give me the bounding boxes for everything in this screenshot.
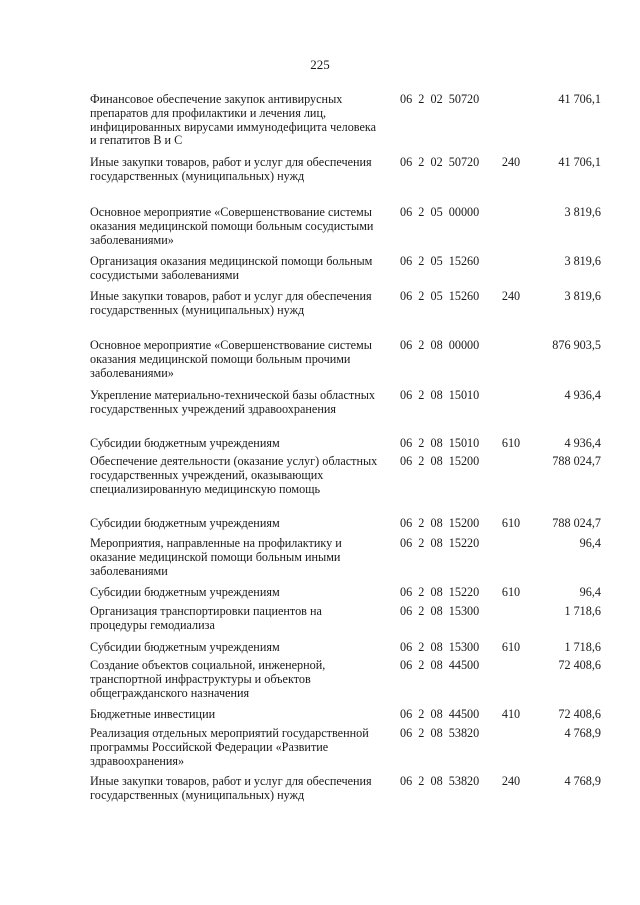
row-expense-type: 240	[501, 289, 521, 303]
row-amount: 3 819,6	[564, 254, 601, 268]
row-code: 06 2 08 15200	[400, 516, 480, 530]
row-code: 06 2 08 44500	[400, 707, 480, 721]
row-amount: 96,4	[579, 585, 601, 599]
row-amount: 4 768,9	[564, 774, 601, 788]
row-code: 06 2 08 15200	[400, 454, 480, 468]
row-code: 06 2 02 50720	[400, 92, 480, 106]
row-amount: 96,4	[579, 536, 601, 550]
row-description: Обеспечение деятельности (оказание услуг) областных государственных учреждений, оказывающих специализированную медицинскую помощь	[90, 454, 378, 496]
row-amount: 1 718,6	[564, 604, 601, 618]
row-code: 06 2 08 53820	[400, 726, 480, 740]
row-code: 06 2 05 15260	[400, 289, 480, 303]
row-code: 06 2 08 15300	[400, 640, 480, 654]
row-description: Субсидии бюджетным учреждениям	[90, 640, 280, 654]
row-description: Иные закупки товаров, работ и услуг для обеспечения государственных (муниципальных) нужд	[90, 774, 372, 802]
row-description: Финансовое обеспечение закупок антивирусных препаратов для профилактики и лечения лиц, инфицированных вирусами иммунодефицита человека и гепатитов B и C	[90, 92, 377, 148]
row-amount: 876 903,5	[552, 338, 601, 352]
row-amount: 72 408,6	[558, 707, 601, 721]
row-code: 06 2 08 15300	[400, 604, 480, 618]
row-code: 06 2 05 00000	[400, 205, 480, 219]
row-description: Бюджетные инвестиции	[90, 707, 216, 721]
row-code: 06 2 08 15220	[400, 536, 480, 550]
row-expense-type: 610	[501, 436, 521, 450]
row-amount: 788 024,7	[552, 516, 601, 530]
row-amount: 4 768,9	[564, 726, 601, 740]
row-code: 06 2 08 00000	[400, 338, 480, 352]
row-amount: 72 408,6	[558, 658, 601, 672]
row-code: 06 2 02 50720	[400, 155, 480, 169]
row-amount: 3 819,6	[564, 205, 601, 219]
page-number: 225	[310, 57, 330, 72]
row-code: 06 2 05 15260	[400, 254, 480, 268]
row-amount: 1 718,6	[564, 640, 601, 654]
row-amount: 3 819,6	[564, 289, 601, 303]
row-description: Реализация отдельных мероприятий государственной программы Российской Федерации «Развитие здравоохранения»	[90, 726, 369, 768]
row-expense-type: 240	[501, 774, 521, 788]
row-code: 06 2 08 15010	[400, 388, 480, 402]
row-expense-type: 610	[501, 516, 521, 530]
row-amount: 41 706,1	[558, 92, 601, 106]
row-expense-type: 410	[501, 707, 521, 721]
row-expense-type: 610	[501, 640, 521, 654]
row-expense-type: 240	[501, 155, 521, 169]
row-description: Создание объектов социальной, инженерной, транспортной инфраструктуры и объектов общегражданского назначения	[90, 658, 326, 700]
row-description: Организация транспортировки пациентов на процедуры гемодиализа	[90, 604, 322, 632]
row-amount: 4 936,4	[564, 388, 601, 402]
row-code: 06 2 08 44500	[400, 658, 480, 672]
row-code: 06 2 08 15010	[400, 436, 480, 450]
row-description: Иные закупки товаров, работ и услуг для обеспечения государственных (муниципальных) нужд	[90, 289, 372, 317]
row-description: Мероприятия, направленные на профилактику и оказание медицинской помощи больным иными заболеваниями	[90, 536, 342, 578]
row-amount: 41 706,1	[558, 155, 601, 169]
row-description: Организация оказания медицинской помощи больным сосудистыми заболеваниями	[90, 254, 373, 282]
row-description: Основное мероприятие «Совершенствование системы оказания медицинской помощи больным прочими заболеваниями»	[90, 338, 372, 380]
row-description: Основное мероприятие «Совершенствование системы оказания медицинской помощи больным сосудистыми заболеваниями»	[90, 205, 374, 247]
row-description: Укрепление материально-технической базы областных государственных учреждений здравоохранения	[90, 388, 376, 416]
row-amount: 4 936,4	[564, 436, 601, 450]
row-description: Иные закупки товаров, работ и услуг для обеспечения государственных (муниципальных) нужд	[90, 155, 372, 183]
row-description: Субсидии бюджетным учреждениям	[90, 436, 280, 450]
row-description: Субсидии бюджетным учреждениям	[90, 516, 280, 530]
row-code: 06 2 08 15220	[400, 585, 480, 599]
row-code: 06 2 08 53820	[400, 774, 480, 788]
row-expense-type: 610	[501, 585, 521, 599]
row-description: Субсидии бюджетным учреждениям	[90, 585, 280, 599]
row-amount: 788 024,7	[552, 454, 601, 468]
